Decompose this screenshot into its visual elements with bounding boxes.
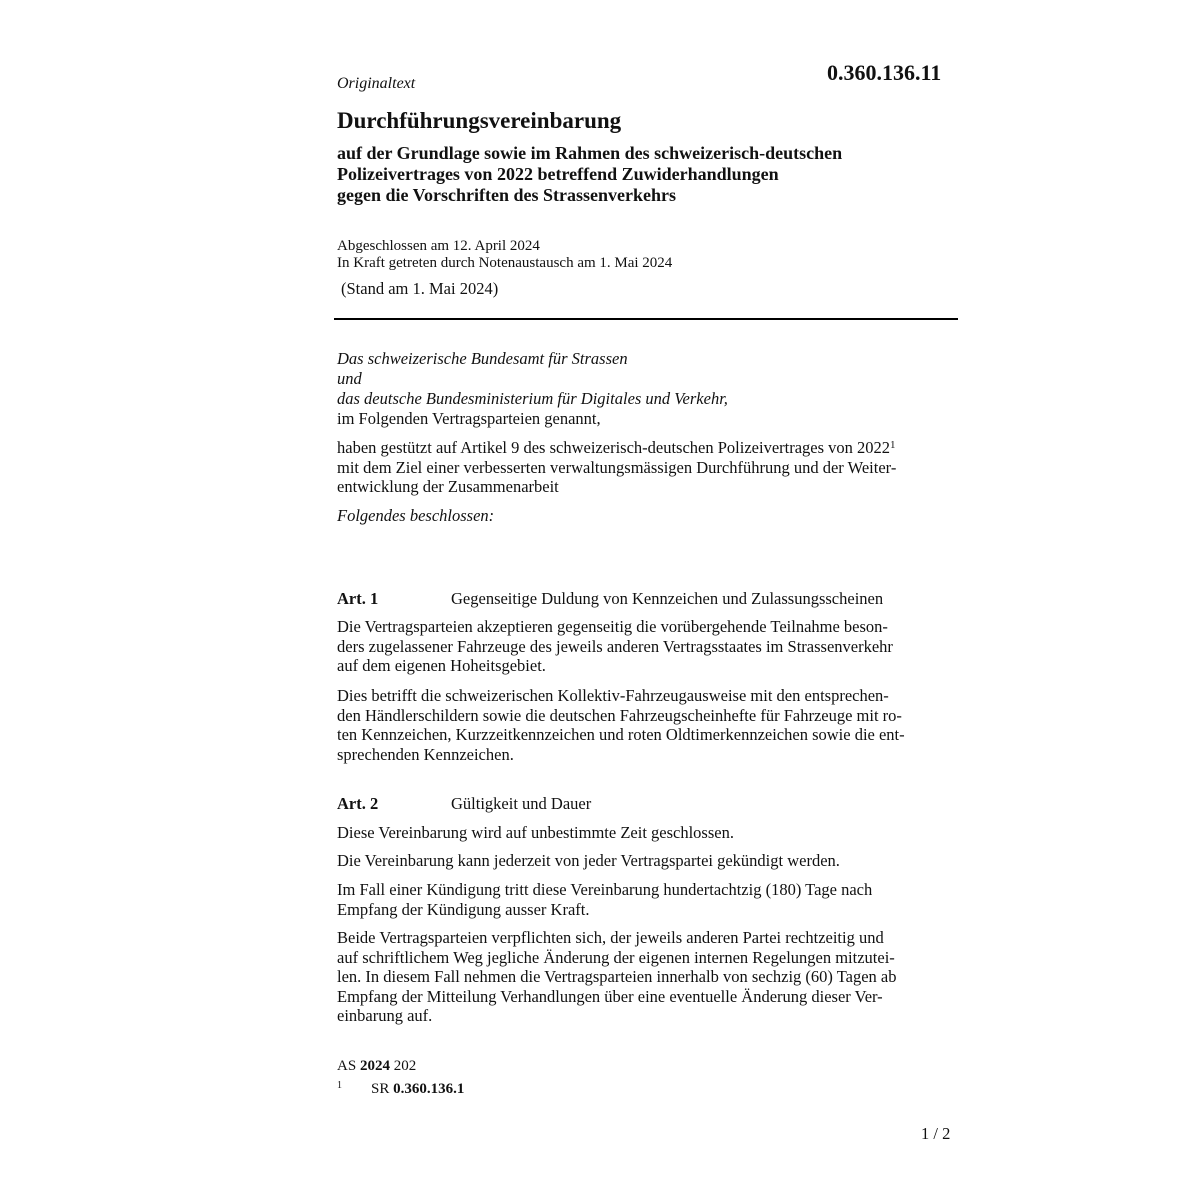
article-1-paragraph-2 — [337, 686, 905, 764]
article-title: Gültigkeit und Dauer — [451, 794, 592, 813]
conclusion-info — [337, 238, 672, 272]
text-line: Die Vereinbarung kann jederzeit von jeder Vertragspartei gekündigt werden. — [337, 851, 840, 870]
footnote-prefix: SR — [371, 1081, 390, 1097]
footnote-sr-link[interactable]: 0.360.136.1 — [393, 1081, 465, 1097]
text-line: Empfang der Mitteilung Verhandlungen über eine eventuelle Änderung dieser Ver- — [337, 986, 883, 1006]
header-divider — [334, 318, 958, 320]
article-1-paragraph-1 — [337, 617, 893, 676]
as-page: 202 — [393, 1058, 417, 1074]
page-number: 1 / 2 — [921, 1124, 951, 1143]
text-line: auf dem eigenen Hoheitsgebiet. — [337, 656, 546, 675]
preamble-and: und — [337, 369, 362, 388]
text-line: Empfang der Kündigung ausser Kraft. — [337, 899, 590, 919]
subtitle-line: gegen die Vorschriften des Strassenverkehrs — [337, 185, 676, 205]
text-line: Diese Vereinbarung wird auf unbestimmte Zeit geschlossen. — [337, 823, 734, 842]
footnote-1 — [337, 1080, 464, 1098]
footnote-mark: 1 — [337, 1080, 342, 1091]
article-number: Art. 1 — [337, 589, 379, 608]
originaltext-label: Originaltext — [337, 75, 416, 92]
article-2-paragraph-3 — [337, 880, 872, 919]
text-line: sprechenden Kennzeichen. — [337, 744, 514, 764]
document-title: Durchführungsvereinbarung — [337, 108, 622, 133]
concluded-date: Abgeschlossen am 12. April 2024 — [337, 238, 540, 254]
text-line: ders zugelassener Fahrzeuge des jeweils anderen Vertragsstaates im Strassenverkehr — [337, 636, 893, 656]
as-reference — [337, 1058, 416, 1075]
text-line: Die Vertragsparteien akzeptieren gegenseitig die vorübergehende Teilnahme beson- — [337, 617, 888, 636]
sr-number: 0.360.136.11 — [827, 60, 942, 85]
status-date: (Stand am 1. Mai 2024) — [341, 279, 499, 298]
as-year: 2024 — [359, 1058, 390, 1074]
article-2-heading — [337, 794, 591, 814]
article-2-paragraph-1 — [337, 823, 734, 843]
text-line: einbarung auf. — [337, 1006, 433, 1025]
text-line: ten Kennzeichen, Kurzzeitkennzeichen und roten Oldtimerkennzeichen sowie die ent- — [337, 725, 905, 744]
preamble-basis-line: mit dem Ziel einer verbesserten verwaltungsmässigen Durchführung und der Weiter- — [337, 457, 897, 477]
preamble-party-1: Das schweizerische Bundesamt für Strassen — [337, 349, 628, 368]
text-line: Dies betrifft die schweizerischen Kollektiv-Fahrzeugausweise mit den entsprechen- — [337, 686, 889, 705]
as-prefix: AS — [337, 1058, 357, 1074]
text-line: Beide Vertragsparteien verpflichten sich, der jeweils anderen Partei rechtzeitig und — [337, 928, 884, 947]
subtitle-line: auf der Grundlage sowie im Rahmen des schweizerisch-deutschen — [337, 143, 843, 163]
article-1-heading — [337, 589, 883, 609]
article-2-paragraph-2 — [337, 851, 840, 871]
preamble-named: im Folgenden Vertragsparteien genannt, — [337, 409, 601, 428]
preamble-basis-line: entwicklung der Zusammenarbeit — [337, 477, 559, 496]
text-line: len. In diesem Fall nehmen die Vertragsparteien innerhalb von sechzig (60) Tagen ab — [337, 967, 897, 986]
preamble-basis — [337, 436, 896, 497]
footnote-reference[interactable]: 1 — [890, 439, 896, 451]
preamble-basis-line: haben gestützt auf Artikel 9 des schweizerisch-deutschen Polizeivertrages von 2022$^1$ — [337, 438, 896, 457]
in-force-date: In Kraft getreten durch Notenaustausch am 1. Mai 2024 — [337, 255, 673, 271]
subtitle-line: Polizeivertrages von 2022 betreffend Zuwiderhandlungen — [337, 164, 779, 184]
text-line: auf schriftlichem Weg jegliche Änderung der eigenen internen Regelungen mitzutei- — [337, 947, 895, 967]
text-line: den Händlerschildern sowie die deutschen Fahrzeugscheinhefte für Fahrzeuge mit ro- — [337, 705, 902, 725]
text-line: Im Fall einer Kündigung tritt diese Vereinbarung hundertachtzig (180) Tage nach — [337, 880, 873, 899]
preamble-party-2: das deutsche Bundesministerium für Digitales und Verkehr, — [337, 389, 728, 408]
article-2-paragraph-4 — [337, 928, 897, 1026]
preamble-resolved: Folgendes beschlossen: — [337, 506, 495, 525]
document-subtitle — [337, 143, 842, 206]
article-title: Gegenseitige Duldung von Kennzeichen und Zulassungsscheinen — [451, 589, 884, 608]
article-number: Art. 2 — [337, 794, 379, 813]
